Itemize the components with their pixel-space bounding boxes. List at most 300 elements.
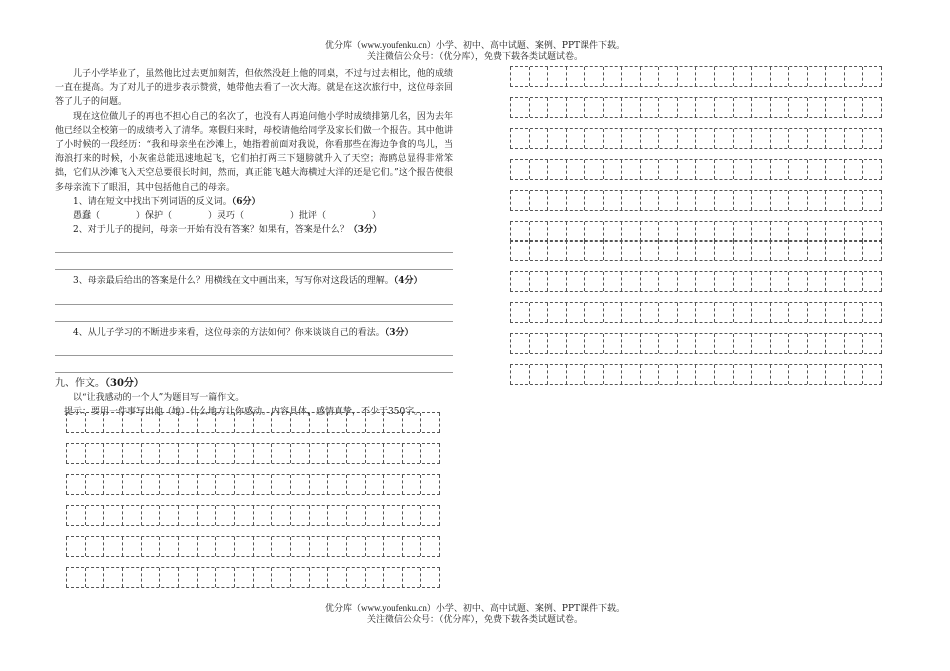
grid-cell[interactable]	[695, 160, 714, 179]
grid-cell[interactable]	[66, 413, 85, 432]
grid-cell[interactable]	[751, 98, 770, 117]
grid-cell[interactable]	[788, 272, 807, 291]
answer-line[interactable]	[55, 306, 453, 322]
grid-cell[interactable]	[751, 303, 770, 322]
grid-cell[interactable]	[253, 537, 272, 556]
grid-cell[interactable]	[825, 241, 844, 260]
grid-cell[interactable]	[825, 98, 844, 117]
grid-cell[interactable]	[510, 365, 529, 384]
grid-cell[interactable]	[122, 475, 141, 494]
grid-cell[interactable]	[733, 241, 752, 260]
grid-cell[interactable]	[215, 568, 234, 587]
grid-cell[interactable]	[529, 241, 548, 260]
grid-cell[interactable]	[603, 334, 622, 353]
grid-cell[interactable]	[844, 191, 863, 210]
grid-cell[interactable]	[844, 98, 863, 117]
grid-cell[interactable]	[159, 506, 178, 525]
grid-cell[interactable]	[658, 241, 677, 260]
grid-cell[interactable]	[844, 222, 863, 241]
grid-cell[interactable]	[807, 334, 826, 353]
grid-cell[interactable]	[862, 241, 882, 260]
grid-cell[interactable]	[788, 365, 807, 384]
grid-cell[interactable]	[178, 537, 197, 556]
grid-cell[interactable]	[714, 303, 733, 322]
grid-cell[interactable]	[751, 191, 770, 210]
grid-cell[interactable]	[733, 365, 752, 384]
grid-cell[interactable]	[825, 191, 844, 210]
grid-cell[interactable]	[271, 475, 290, 494]
grid-cell[interactable]	[383, 506, 402, 525]
grid-cell[interactable]	[844, 272, 863, 291]
grid-cell[interactable]	[862, 365, 882, 384]
grid-cell[interactable]	[309, 568, 328, 587]
grid-cell[interactable]	[103, 444, 122, 463]
grid-cell[interactable]	[383, 413, 402, 432]
grid-cell[interactable]	[346, 444, 365, 463]
grid-cell[interactable]	[85, 444, 104, 463]
grid-cell[interactable]	[253, 506, 272, 525]
grid-cell[interactable]	[862, 129, 882, 148]
grid-cell[interactable]	[420, 444, 440, 463]
grid-cell[interactable]	[529, 160, 548, 179]
grid-cell[interactable]	[714, 67, 733, 86]
grid-cell[interactable]	[383, 444, 402, 463]
grid-cell[interactable]	[677, 365, 696, 384]
grid-cell[interactable]	[510, 334, 529, 353]
grid-cell[interactable]	[844, 160, 863, 179]
grid-cell[interactable]	[529, 98, 548, 117]
grid-cell[interactable]	[640, 303, 659, 322]
grid-cell[interactable]	[621, 160, 640, 179]
grid-cell[interactable]	[271, 568, 290, 587]
grid-cell[interactable]	[844, 241, 863, 260]
grid-cell[interactable]	[844, 67, 863, 86]
grid-cell[interactable]	[695, 334, 714, 353]
grid-cell[interactable]	[603, 365, 622, 384]
grid-cell[interactable]	[103, 413, 122, 432]
grid-cell[interactable]	[733, 160, 752, 179]
grid-cell[interactable]	[159, 475, 178, 494]
grid-cell[interactable]	[566, 272, 585, 291]
grid-cell[interactable]	[584, 98, 603, 117]
grid-cell[interactable]	[825, 303, 844, 322]
grid-cell[interactable]	[327, 506, 346, 525]
grid-cell[interactable]	[603, 303, 622, 322]
grid-cell[interactable]	[327, 444, 346, 463]
grid-cell[interactable]	[234, 413, 253, 432]
grid-cell[interactable]	[825, 272, 844, 291]
grid-cell[interactable]	[529, 334, 548, 353]
grid-cell[interactable]	[770, 191, 789, 210]
grid-cell[interactable]	[825, 365, 844, 384]
grid-cell[interactable]	[770, 222, 789, 241]
grid-cell[interactable]	[714, 160, 733, 179]
grid-cell[interactable]	[825, 129, 844, 148]
grid-cell[interactable]	[271, 506, 290, 525]
grid-cell[interactable]	[862, 222, 882, 241]
grid-cell[interactable]	[640, 222, 659, 241]
grid-cell[interactable]	[733, 129, 752, 148]
grid-cell[interactable]	[327, 537, 346, 556]
grid-cell[interactable]	[141, 475, 160, 494]
grid-cell[interactable]	[566, 129, 585, 148]
grid-cell[interactable]	[197, 506, 216, 525]
grid-cell[interactable]	[529, 365, 548, 384]
grid-cell[interactable]	[695, 241, 714, 260]
grid-cell[interactable]	[253, 568, 272, 587]
grid-cell[interactable]	[510, 241, 529, 260]
grid-cell[interactable]	[603, 98, 622, 117]
grid-cell[interactable]	[85, 537, 104, 556]
grid-cell[interactable]	[529, 272, 548, 291]
answer-line[interactable]	[55, 254, 453, 270]
grid-cell[interactable]	[603, 222, 622, 241]
grid-cell[interactable]	[327, 475, 346, 494]
grid-cell[interactable]	[290, 475, 309, 494]
grid-cell[interactable]	[733, 272, 752, 291]
grid-cell[interactable]	[677, 334, 696, 353]
grid-cell[interactable]	[420, 475, 440, 494]
grid-cell[interactable]	[566, 98, 585, 117]
grid-cell[interactable]	[695, 129, 714, 148]
grid-cell[interactable]	[402, 475, 421, 494]
grid-cell[interactable]	[547, 222, 566, 241]
grid-cell[interactable]	[788, 98, 807, 117]
grid-cell[interactable]	[677, 303, 696, 322]
grid-cell[interactable]	[234, 568, 253, 587]
grid-cell[interactable]	[402, 568, 421, 587]
grid-cell[interactable]	[658, 222, 677, 241]
grid-cell[interactable]	[510, 160, 529, 179]
grid-cell[interactable]	[365, 506, 384, 525]
grid-cell[interactable]	[640, 160, 659, 179]
grid-cell[interactable]	[658, 160, 677, 179]
grid-cell[interactable]	[85, 506, 104, 525]
grid-cell[interactable]	[844, 303, 863, 322]
grid-cell[interactable]	[770, 272, 789, 291]
grid-cell[interactable]	[529, 222, 548, 241]
grid-cell[interactable]	[566, 365, 585, 384]
grid-cell[interactable]	[603, 67, 622, 86]
grid-cell[interactable]	[346, 568, 365, 587]
grid-cell[interactable]	[547, 160, 566, 179]
grid-cell[interactable]	[788, 129, 807, 148]
grid-cell[interactable]	[584, 67, 603, 86]
essay-grid-right-bottom[interactable]	[510, 240, 882, 395]
essay-grid-right-top[interactable]	[510, 66, 882, 252]
grid-cell[interactable]	[770, 160, 789, 179]
grid-cell[interactable]	[807, 129, 826, 148]
grid-cell[interactable]	[621, 272, 640, 291]
grid-cell[interactable]	[825, 160, 844, 179]
grid-cell[interactable]	[566, 303, 585, 322]
grid-cell[interactable]	[122, 537, 141, 556]
grid-cell[interactable]	[603, 191, 622, 210]
grid-cell[interactable]	[658, 98, 677, 117]
grid-cell[interactable]	[85, 413, 104, 432]
grid-cell[interactable]	[788, 160, 807, 179]
grid-cell[interactable]	[621, 303, 640, 322]
grid-cell[interactable]	[122, 413, 141, 432]
grid-cell[interactable]	[677, 67, 696, 86]
grid-cell[interactable]	[383, 568, 402, 587]
grid-cell[interactable]	[547, 365, 566, 384]
grid-cell[interactable]	[677, 222, 696, 241]
grid-cell[interactable]	[510, 67, 529, 86]
grid-cell[interactable]	[253, 413, 272, 432]
grid-cell[interactable]	[547, 191, 566, 210]
grid-cell[interactable]	[103, 506, 122, 525]
grid-cell[interactable]	[253, 444, 272, 463]
grid-cell[interactable]	[621, 191, 640, 210]
grid-cell[interactable]	[547, 98, 566, 117]
grid-cell[interactable]	[695, 365, 714, 384]
grid-cell[interactable]	[658, 334, 677, 353]
grid-cell[interactable]	[309, 413, 328, 432]
grid-cell[interactable]	[215, 537, 234, 556]
grid-cell[interactable]	[327, 413, 346, 432]
grid-cell[interactable]	[346, 413, 365, 432]
grid-cell[interactable]	[733, 191, 752, 210]
grid-cell[interactable]	[309, 537, 328, 556]
grid-cell[interactable]	[159, 537, 178, 556]
grid-cell[interactable]	[658, 191, 677, 210]
grid-cell[interactable]	[103, 568, 122, 587]
grid-cell[interactable]	[658, 67, 677, 86]
grid-cell[interactable]	[290, 506, 309, 525]
grid-cell[interactable]	[346, 537, 365, 556]
grid-cell[interactable]	[584, 303, 603, 322]
grid-cell[interactable]	[695, 67, 714, 86]
grid-cell[interactable]	[695, 191, 714, 210]
grid-cell[interactable]	[825, 222, 844, 241]
grid-cell[interactable]	[862, 334, 882, 353]
grid-cell[interactable]	[365, 444, 384, 463]
grid-cell[interactable]	[122, 568, 141, 587]
grid-cell[interactable]	[141, 444, 160, 463]
grid-cell[interactable]	[85, 568, 104, 587]
grid-cell[interactable]	[510, 272, 529, 291]
grid-cell[interactable]	[770, 129, 789, 148]
grid-cell[interactable]	[178, 444, 197, 463]
grid-cell[interactable]	[751, 67, 770, 86]
grid-cell[interactable]	[640, 191, 659, 210]
grid-cell[interactable]	[677, 272, 696, 291]
grid-cell[interactable]	[862, 98, 882, 117]
grid-cell[interactable]	[547, 272, 566, 291]
grid-cell[interactable]	[66, 568, 85, 587]
grid-cell[interactable]	[733, 98, 752, 117]
grid-cell[interactable]	[603, 272, 622, 291]
grid-cell[interactable]	[658, 365, 677, 384]
grid-cell[interactable]	[788, 334, 807, 353]
grid-cell[interactable]	[290, 537, 309, 556]
grid-cell[interactable]	[621, 222, 640, 241]
grid-cell[interactable]	[658, 272, 677, 291]
grid-cell[interactable]	[714, 272, 733, 291]
grid-cell[interactable]	[547, 129, 566, 148]
grid-cell[interactable]	[271, 413, 290, 432]
grid-cell[interactable]	[510, 98, 529, 117]
grid-cell[interactable]	[640, 365, 659, 384]
grid-cell[interactable]	[862, 303, 882, 322]
grid-cell[interactable]	[695, 222, 714, 241]
grid-cell[interactable]	[695, 272, 714, 291]
grid-cell[interactable]	[677, 241, 696, 260]
grid-cell[interactable]	[677, 191, 696, 210]
grid-cell[interactable]	[103, 537, 122, 556]
grid-cell[interactable]	[529, 191, 548, 210]
grid-cell[interactable]	[66, 506, 85, 525]
grid-cell[interactable]	[290, 413, 309, 432]
grid-cell[interactable]	[159, 413, 178, 432]
grid-cell[interactable]	[640, 334, 659, 353]
grid-cell[interactable]	[122, 444, 141, 463]
grid-cell[interactable]	[234, 506, 253, 525]
grid-cell[interactable]	[122, 506, 141, 525]
grid-cell[interactable]	[714, 241, 733, 260]
grid-cell[interactable]	[621, 365, 640, 384]
grid-cell[interactable]	[178, 568, 197, 587]
grid-cell[interactable]	[733, 334, 752, 353]
grid-cell[interactable]	[788, 67, 807, 86]
grid-cell[interactable]	[770, 365, 789, 384]
grid-cell[interactable]	[584, 160, 603, 179]
grid-cell[interactable]	[640, 241, 659, 260]
grid-cell[interactable]	[658, 129, 677, 148]
grid-cell[interactable]	[751, 160, 770, 179]
grid-cell[interactable]	[141, 568, 160, 587]
grid-cell[interactable]	[770, 303, 789, 322]
grid-cell[interactable]	[640, 129, 659, 148]
grid-cell[interactable]	[825, 334, 844, 353]
grid-cell[interactable]	[420, 506, 440, 525]
grid-cell[interactable]	[383, 475, 402, 494]
grid-cell[interactable]	[714, 191, 733, 210]
grid-cell[interactable]	[714, 222, 733, 241]
grid-cell[interactable]	[751, 241, 770, 260]
grid-cell[interactable]	[215, 506, 234, 525]
grid-cell[interactable]	[547, 334, 566, 353]
grid-cell[interactable]	[584, 334, 603, 353]
grid-cell[interactable]	[197, 537, 216, 556]
grid-cell[interactable]	[770, 98, 789, 117]
grid-cell[interactable]	[695, 303, 714, 322]
grid-cell[interactable]	[215, 413, 234, 432]
answer-line[interactable]	[55, 289, 453, 305]
grid-cell[interactable]	[751, 272, 770, 291]
grid-cell[interactable]	[290, 444, 309, 463]
grid-cell[interactable]	[733, 222, 752, 241]
grid-cell[interactable]	[234, 444, 253, 463]
grid-cell[interactable]	[695, 98, 714, 117]
grid-cell[interactable]	[529, 303, 548, 322]
grid-cell[interactable]	[159, 568, 178, 587]
grid-cell[interactable]	[178, 475, 197, 494]
grid-cell[interactable]	[197, 568, 216, 587]
grid-cell[interactable]	[271, 537, 290, 556]
grid-cell[interactable]	[788, 222, 807, 241]
grid-cell[interactable]	[770, 241, 789, 260]
grid-cell[interactable]	[714, 365, 733, 384]
answer-line[interactable]	[55, 237, 453, 253]
grid-cell[interactable]	[788, 241, 807, 260]
grid-cell[interactable]	[844, 334, 863, 353]
grid-cell[interactable]	[862, 160, 882, 179]
grid-cell[interactable]	[862, 191, 882, 210]
grid-cell[interactable]	[584, 365, 603, 384]
grid-cell[interactable]	[584, 191, 603, 210]
grid-cell[interactable]	[566, 241, 585, 260]
grid-cell[interactable]	[640, 98, 659, 117]
grid-cell[interactable]	[714, 334, 733, 353]
grid-cell[interactable]	[603, 129, 622, 148]
grid-cell[interactable]	[402, 444, 421, 463]
grid-cell[interactable]	[510, 303, 529, 322]
grid-cell[interactable]	[807, 365, 826, 384]
grid-cell[interactable]	[510, 222, 529, 241]
grid-cell[interactable]	[346, 506, 365, 525]
grid-cell[interactable]	[658, 303, 677, 322]
grid-cell[interactable]	[807, 160, 826, 179]
grid-cell[interactable]	[677, 98, 696, 117]
grid-cell[interactable]	[825, 67, 844, 86]
grid-cell[interactable]	[420, 537, 440, 556]
grid-cell[interactable]	[103, 475, 122, 494]
grid-cell[interactable]	[714, 98, 733, 117]
grid-cell[interactable]	[584, 241, 603, 260]
grid-cell[interactable]	[844, 365, 863, 384]
grid-cell[interactable]	[215, 475, 234, 494]
grid-cell[interactable]	[365, 413, 384, 432]
grid-cell[interactable]	[365, 568, 384, 587]
grid-cell[interactable]	[197, 413, 216, 432]
grid-cell[interactable]	[807, 222, 826, 241]
grid-cell[interactable]	[733, 67, 752, 86]
grid-cell[interactable]	[621, 129, 640, 148]
grid-cell[interactable]	[584, 129, 603, 148]
answer-line[interactable]	[55, 357, 453, 373]
grid-cell[interactable]	[309, 506, 328, 525]
grid-cell[interactable]	[365, 537, 384, 556]
grid-cell[interactable]	[290, 568, 309, 587]
grid-cell[interactable]	[547, 303, 566, 322]
grid-cell[interactable]	[621, 98, 640, 117]
grid-cell[interactable]	[510, 191, 529, 210]
grid-cell[interactable]	[566, 67, 585, 86]
grid-cell[interactable]	[807, 98, 826, 117]
grid-cell[interactable]	[66, 444, 85, 463]
grid-cell[interactable]	[327, 568, 346, 587]
grid-cell[interactable]	[420, 413, 440, 432]
grid-cell[interactable]	[862, 272, 882, 291]
grid-cell[interactable]	[677, 160, 696, 179]
grid-cell[interactable]	[547, 67, 566, 86]
grid-cell[interactable]	[862, 67, 882, 86]
grid-cell[interactable]	[566, 191, 585, 210]
grid-cell[interactable]	[584, 272, 603, 291]
grid-cell[interactable]	[234, 475, 253, 494]
grid-cell[interactable]	[714, 129, 733, 148]
grid-cell[interactable]	[844, 129, 863, 148]
grid-cell[interactable]	[788, 303, 807, 322]
grid-cell[interactable]	[751, 334, 770, 353]
grid-cell[interactable]	[365, 475, 384, 494]
grid-cell[interactable]	[253, 475, 272, 494]
grid-cell[interactable]	[346, 475, 365, 494]
grid-cell[interactable]	[807, 241, 826, 260]
grid-cell[interactable]	[603, 241, 622, 260]
